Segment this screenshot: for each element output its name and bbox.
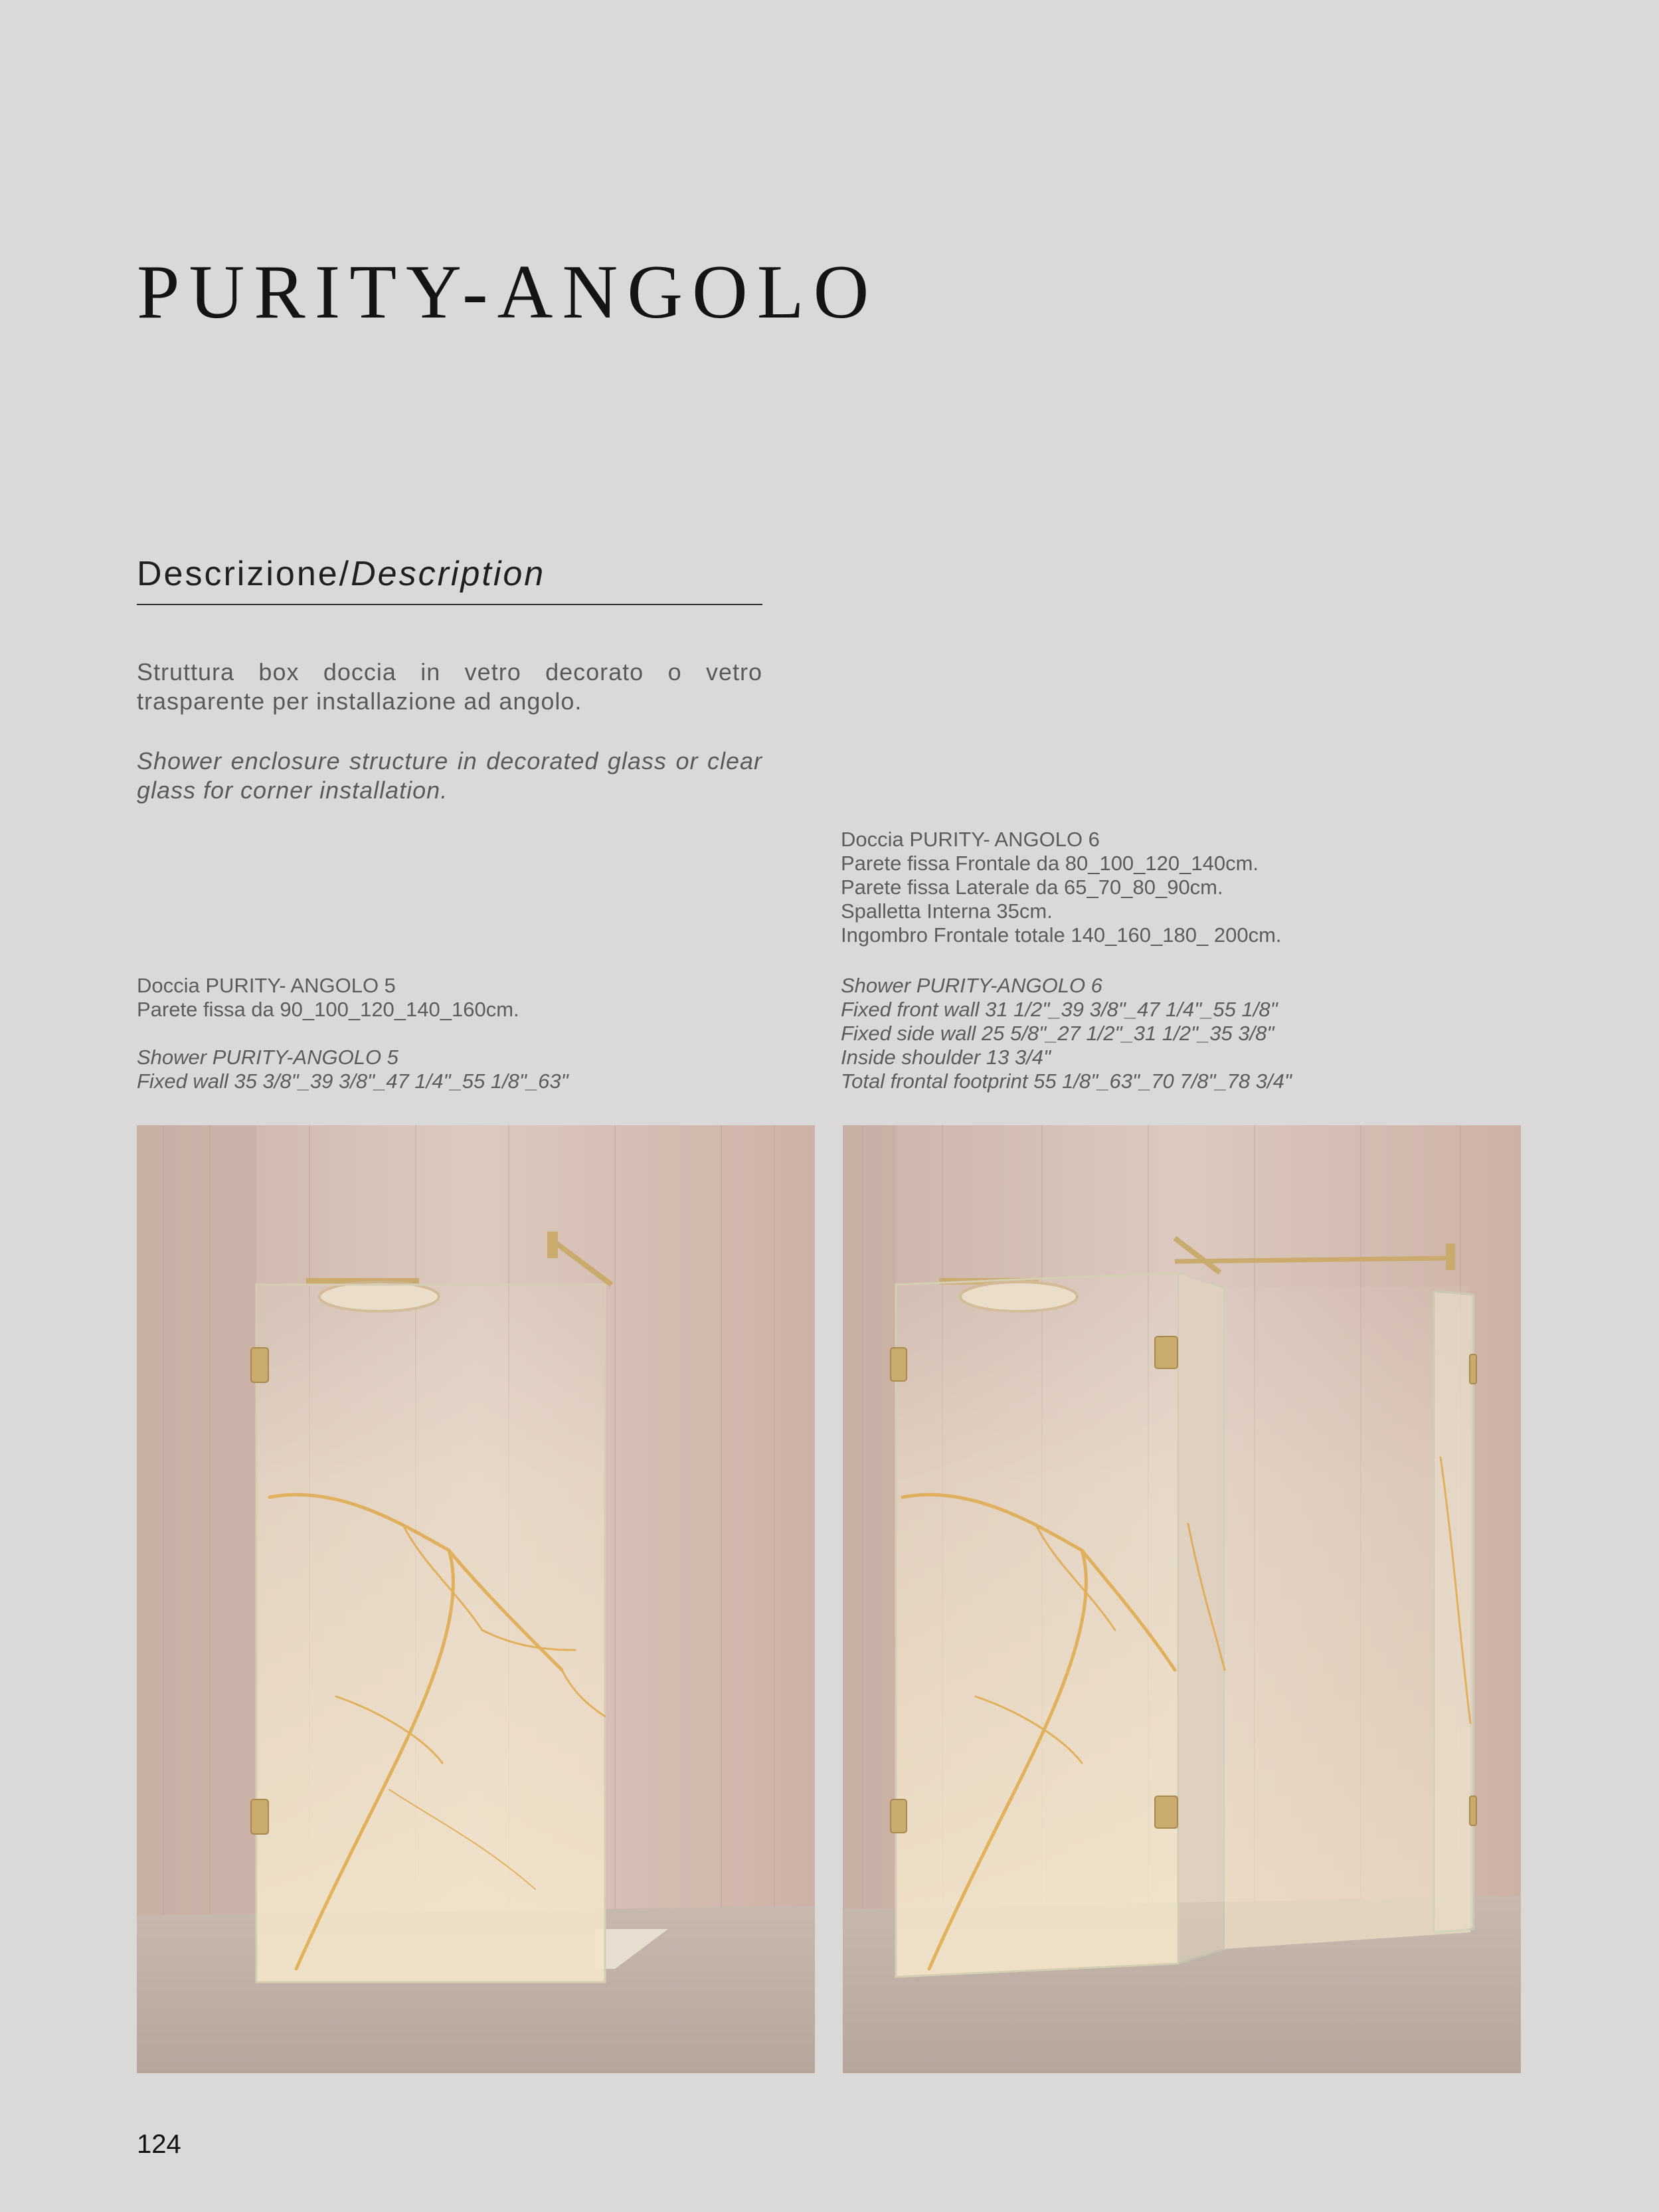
angolo5-it-line: Parete fissa da 90_100_120_140_160cm. (137, 998, 519, 1021)
description-italian: Struttura box doccia in vetro decorato o vetro trasparente per installazione ad angolo. (137, 658, 762, 715)
page-title: PURITY-ANGOLO (137, 250, 879, 335)
angolo6-en-line: Total frontal footprint 55 1/8"_63"_70 7/8"_78 3/4" (841, 1069, 1292, 1093)
angolo6-en-line: Shower PURITY-ANGOLO 6 (841, 974, 1102, 997)
angolo5-it-line: Doccia PURITY- ANGOLO 5 (137, 974, 396, 997)
angolo6-en-line: Fixed side wall 25 5/8"_27 1/2"_31 1/2"_35 3/8" (841, 1022, 1274, 1045)
angolo6-it-line: Ingombro Frontale totale 140_160_180_ 200cm. (841, 923, 1282, 947)
angolo5-specs-italian (137, 974, 519, 1022)
angolo6-it-line: Doccia PURITY- ANGOLO 6 (841, 828, 1100, 851)
angolo6-it-line: Parete fissa Frontale da 80_100_120_140cm. (841, 852, 1259, 875)
angolo5-en-line: Shower PURITY-ANGOLO 5 (137, 1046, 398, 1069)
angolo5-product-photo (137, 1125, 815, 2073)
page-number: 124 (137, 2130, 181, 2159)
description-heading-en: Description (351, 555, 546, 593)
angolo6-it-line: Spalletta Interna 35cm. (841, 899, 1053, 923)
description-heading-it: Descrizione/ (137, 555, 351, 593)
angolo6-en-line: Fixed front wall 31 1/2"_39 3/8"_47 1/4"_55 1/8" (841, 998, 1278, 1021)
angolo6-specs-italian (841, 828, 1282, 947)
description-heading (137, 555, 762, 605)
angolo5-specs-english (137, 1046, 568, 1093)
angolo5-en-line: Fixed wall 35 3/8"_39 3/8"_47 1/4"_55 1/8"_63" (137, 1069, 568, 1093)
angolo6-specs-english (841, 974, 1292, 1093)
description-english: Shower enclosure structure in decorated glass or clear glass for corner installation. (137, 747, 762, 804)
angolo6-product-photo (843, 1125, 1521, 2073)
angolo6-en-line: Inside shoulder 13 3/4" (841, 1046, 1051, 1069)
angolo6-it-line: Parete fissa Laterale da 65_70_80_90cm. (841, 876, 1223, 899)
